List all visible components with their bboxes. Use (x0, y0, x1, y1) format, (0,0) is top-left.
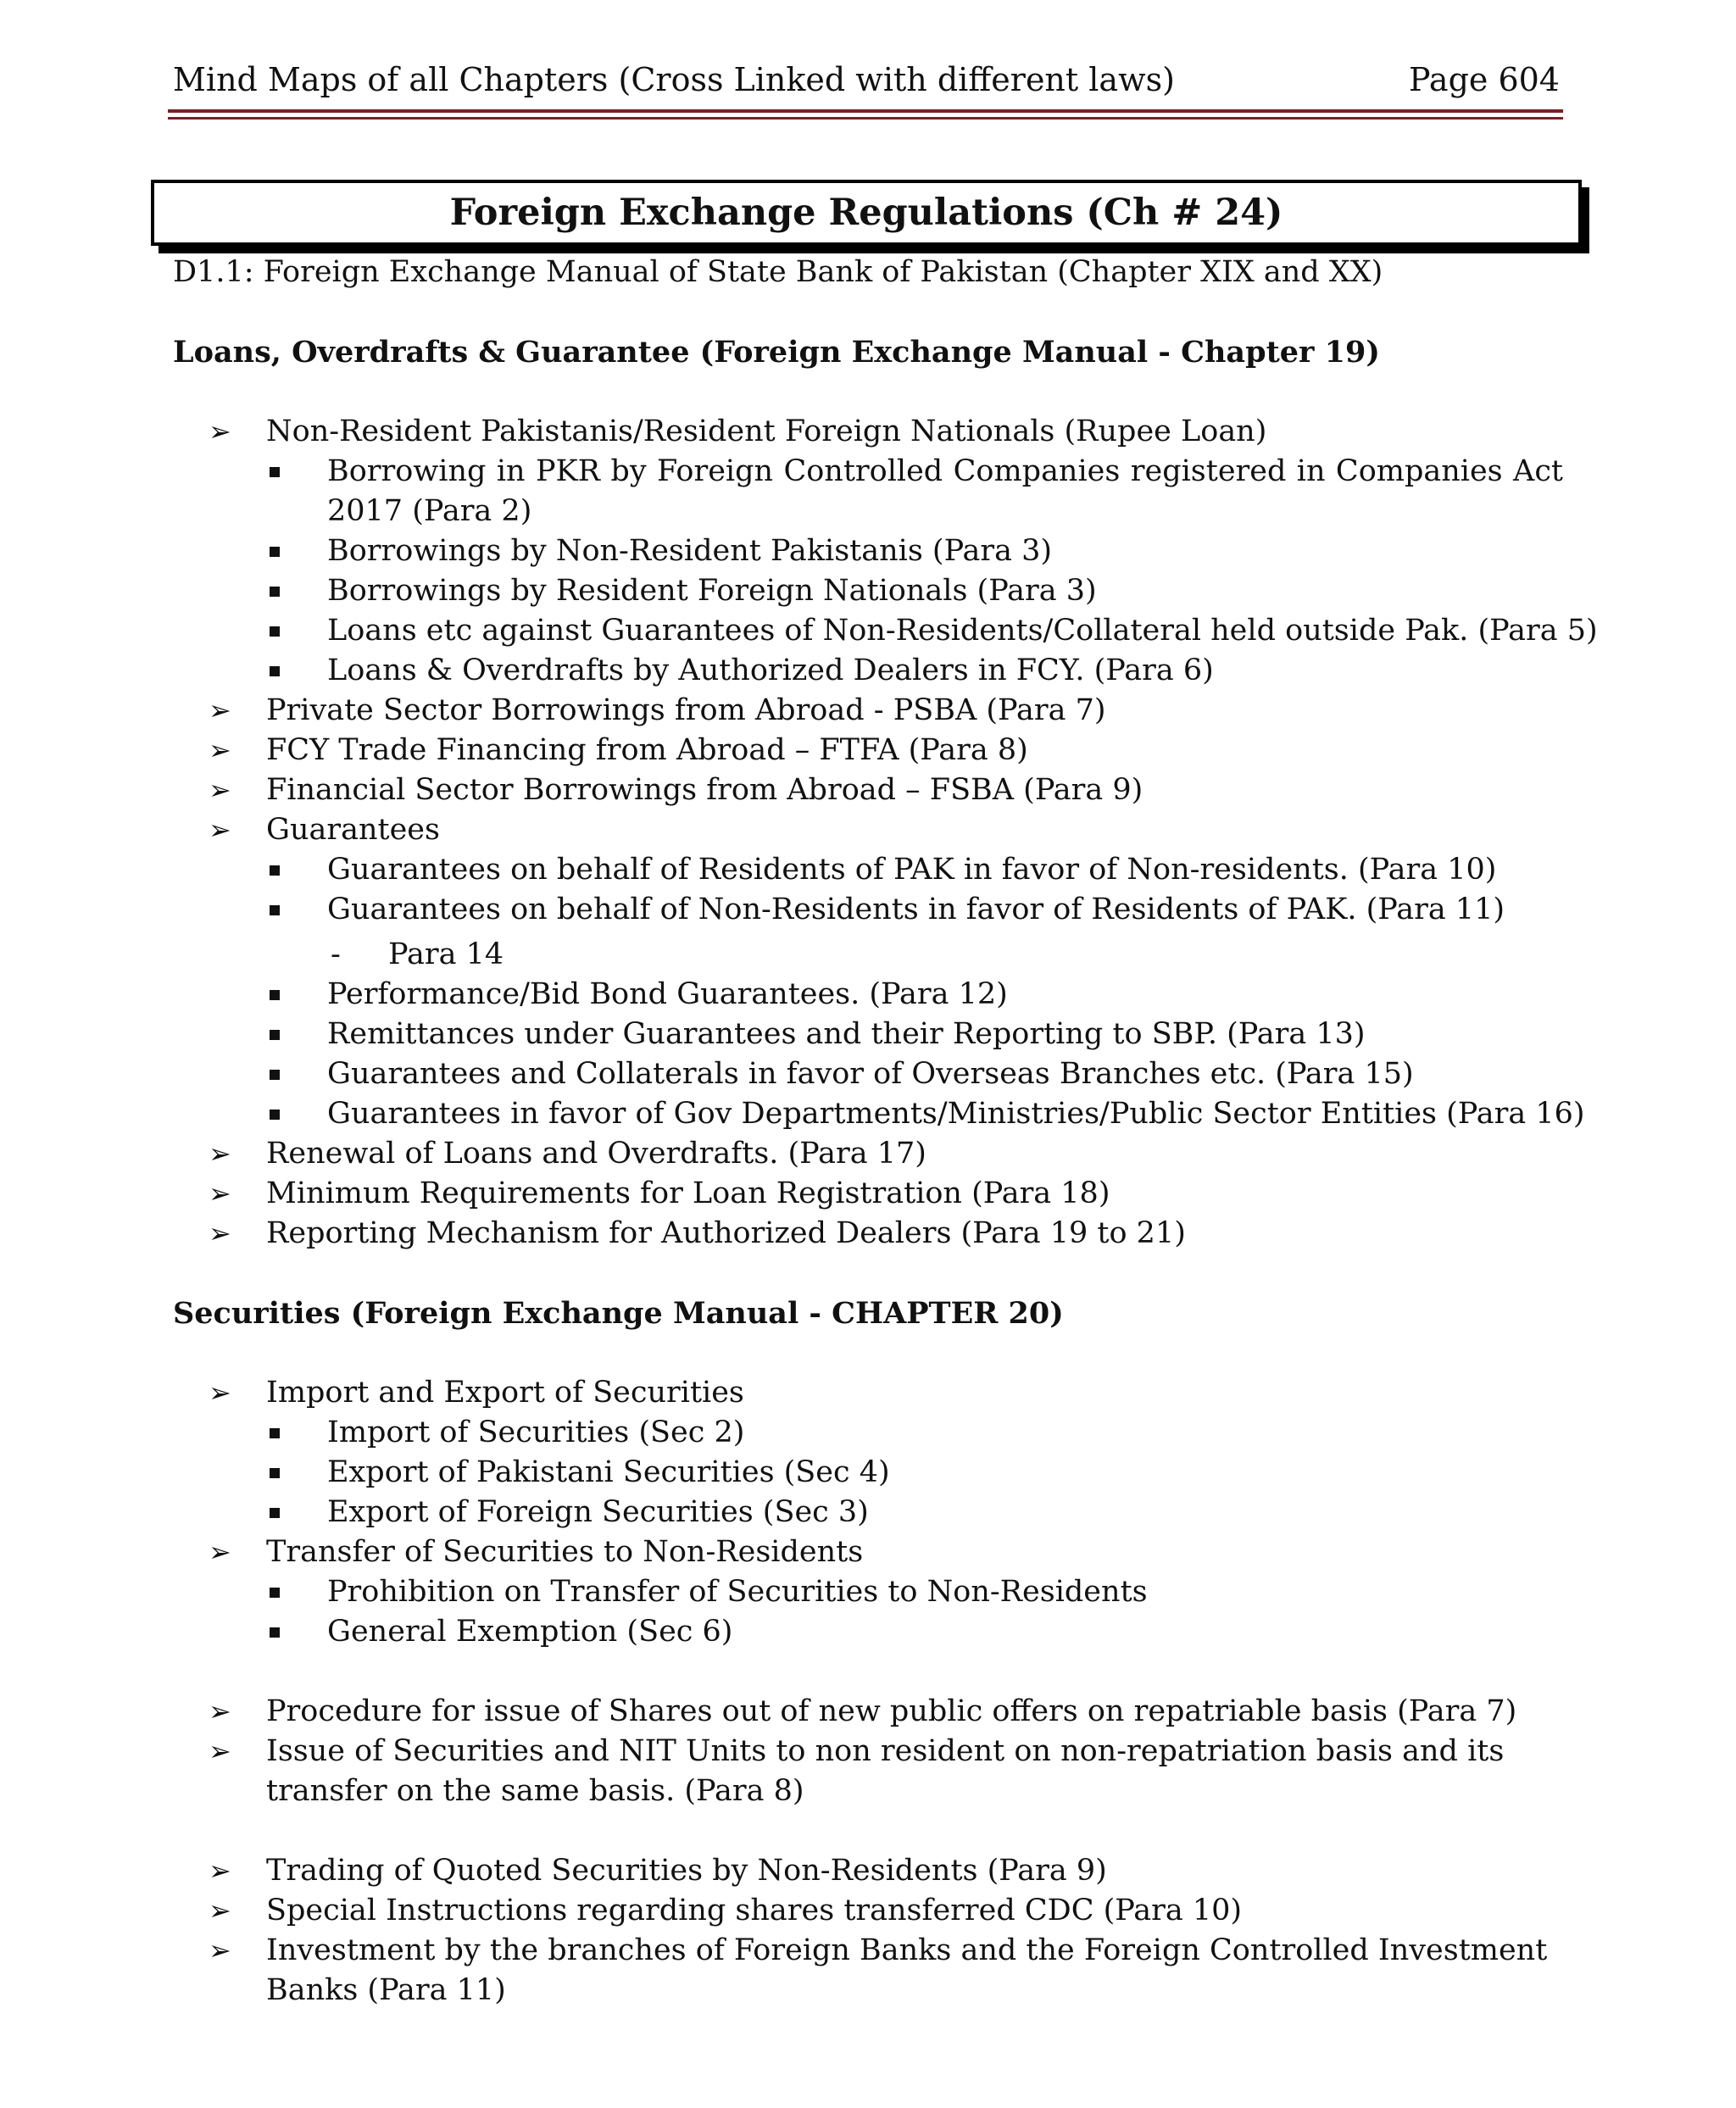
page-header (173, 61, 1560, 100)
page-number: Page 604 (1409, 61, 1560, 98)
arrow-bullet-icon: ➢ (209, 1695, 231, 1727)
list-item: Guarantees and Collaterals in favor of Overseas Branches etc. (Para 15) (173, 1054, 1563, 1094)
square-bullet-icon (270, 1612, 280, 1652)
list-item-continuation: 2017 (Para 2) (327, 494, 532, 528)
list-item: Remittances under Guarantees and their Reporting to SBP. (Para 13) (173, 1015, 1563, 1054)
header-rule-top (168, 109, 1563, 113)
arrow-bullet-icon: ➢ (209, 734, 231, 766)
square-bullet-icon (270, 890, 280, 930)
list-item: ➢ Financial Sector Borrowings from Abroad – FSBA (Para 9) (173, 770, 1563, 810)
arrow-bullet-icon: ➢ (209, 1934, 231, 1966)
list-item: ➢ Procedure for issue of Shares out of new public offers on repatriable basis (Para 7) (173, 1692, 1563, 1732)
arrow-bullet-icon: ➢ (209, 415, 231, 448)
list-item: Borrowing in PKR by Foreign Controlled Companies registered in Companies Act (173, 452, 1563, 492)
list-item: ➢ Trading of Quoted Securities by Non-Residents (Para 9) (173, 1851, 1563, 1891)
arrow-bullet-icon: ➢ (209, 1177, 231, 1210)
list-item: Guarantees on behalf of Non-Residents in favor of Residents of PAK. (Para 11) (173, 890, 1563, 930)
list-item: Guarantees in favor of Gov Departments/Ministries/Public Sector Entities (Para 16) (173, 1094, 1563, 1134)
list-item: ➢ Reporting Mechanism for Authorized Dealers (Para 19 to 21) (173, 1214, 1563, 1254)
square-bullet-icon (270, 452, 280, 492)
square-bullet-icon (270, 611, 280, 651)
document-body (173, 253, 1598, 2011)
list-item: General Exemption (Sec 6) (173, 1612, 1563, 1652)
list-item: ➢ Private Sector Borrowings from Abroad - PSBA (Para 7) (173, 691, 1563, 731)
square-bullet-icon (270, 850, 280, 890)
arrow-bullet-icon: ➢ (209, 1377, 231, 1409)
list-item: ➢ FCY Trade Financing from Abroad – FTFA (Para 8) (173, 731, 1563, 770)
square-bullet-icon (270, 1015, 280, 1054)
square-bullet-icon (270, 571, 280, 611)
list-item: ➢ Minimum Requirements for Loan Registration (Para 18) (173, 1174, 1563, 1214)
square-bullet-icon (270, 1094, 280, 1134)
list-item: Import of Securities (Sec 2) (173, 1413, 1563, 1453)
list-item: ➢ Guarantees (173, 810, 1563, 850)
dash-bullet-icon: - (331, 937, 341, 971)
arrow-bullet-icon: ➢ (209, 814, 231, 846)
list-item: ➢ Transfer of Securities to Non-Residents (173, 1532, 1563, 1572)
subtitle: D1.1: Foreign Exchange Manual of State Bank of Pakistan (Chapter XIX and XX) (173, 255, 1383, 289)
arrow-bullet-icon: ➢ (209, 774, 231, 806)
list-item: Performance/Bid Bond Guarantees. (Para 12) (173, 975, 1563, 1015)
list-item: ➢ Non-Resident Pakistanis/Resident Foreign Nationals (Rupee Loan) (173, 412, 1563, 452)
section-heading-securities: Securities (Foreign Exchange Manual - CHAPTER 20) (173, 1296, 1064, 1331)
arrow-bullet-icon: ➢ (209, 1855, 231, 1887)
list-item: ➢ Special Instructions regarding shares transferred CDC (Para 10) (173, 1891, 1563, 1931)
square-bullet-icon (270, 1413, 280, 1453)
arrow-bullet-icon: ➢ (209, 694, 231, 726)
square-bullet-icon (270, 975, 280, 1015)
square-bullet-icon (270, 1054, 280, 1094)
list-item: Loans etc against Guarantees of Non-Residents/Collateral held outside Pak. (Para 5) (173, 611, 1563, 651)
list-item: ➢ Issue of Securities and NIT Units to non resident on non-repatriation basis and its (173, 1732, 1563, 1771)
list-item: Prohibition on Transfer of Securities to Non-Residents (173, 1572, 1563, 1612)
arrow-bullet-icon: ➢ (209, 1894, 231, 1927)
list-item: Borrowings by Resident Foreign Nationals (Para 3) (173, 571, 1563, 611)
square-bullet-icon (270, 1493, 280, 1532)
list-item: ➢ Renewal of Loans and Overdrafts. (Para 17) (173, 1134, 1563, 1174)
arrow-bullet-icon: ➢ (209, 1217, 231, 1249)
list-item: Export of Pakistani Securities (Sec 4) (173, 1453, 1563, 1493)
list-item: Borrowings by Non-Resident Pakistanis (Para 3) (173, 531, 1563, 571)
arrow-bullet-icon: ➢ (209, 1137, 231, 1170)
header-title: Mind Maps of all Chapters (Cross Linked with different laws) (173, 61, 1175, 98)
list-item: - Para 14 (173, 935, 1563, 975)
arrow-bullet-icon: ➢ (209, 1735, 231, 1767)
list-item-continuation: transfer on the same basis. (Para 8) (266, 1774, 804, 1808)
list-item: ➢ Import and Export of Securities (173, 1373, 1563, 1413)
square-bullet-icon (270, 651, 280, 691)
header-rule-bottom (168, 117, 1563, 120)
list-item: Loans & Overdrafts by Authorized Dealers in FCY. (Para 6) (173, 651, 1563, 691)
square-bullet-icon (270, 531, 280, 571)
list-item: Guarantees on behalf of Residents of PAK in favor of Non-residents. (Para 10) (173, 850, 1563, 890)
section-heading-loans: Loans, Overdrafts & Guarantee (Foreign Exchange Manual - Chapter 19) (173, 335, 1380, 370)
chapter-title-box (151, 180, 1582, 246)
square-bullet-icon (270, 1453, 280, 1493)
list-item-continuation: Banks (Para 11) (266, 1973, 506, 2007)
square-bullet-icon (270, 1572, 280, 1612)
list-item: Export of Foreign Securities (Sec 3) (173, 1493, 1563, 1532)
chapter-title: Foreign Exchange Regulations (Ch # 24) (449, 192, 1283, 234)
arrow-bullet-icon: ➢ (209, 1536, 231, 1568)
list-item: ➢ Investment by the branches of Foreign Banks and the Foreign Controlled Investment (173, 1931, 1563, 1971)
